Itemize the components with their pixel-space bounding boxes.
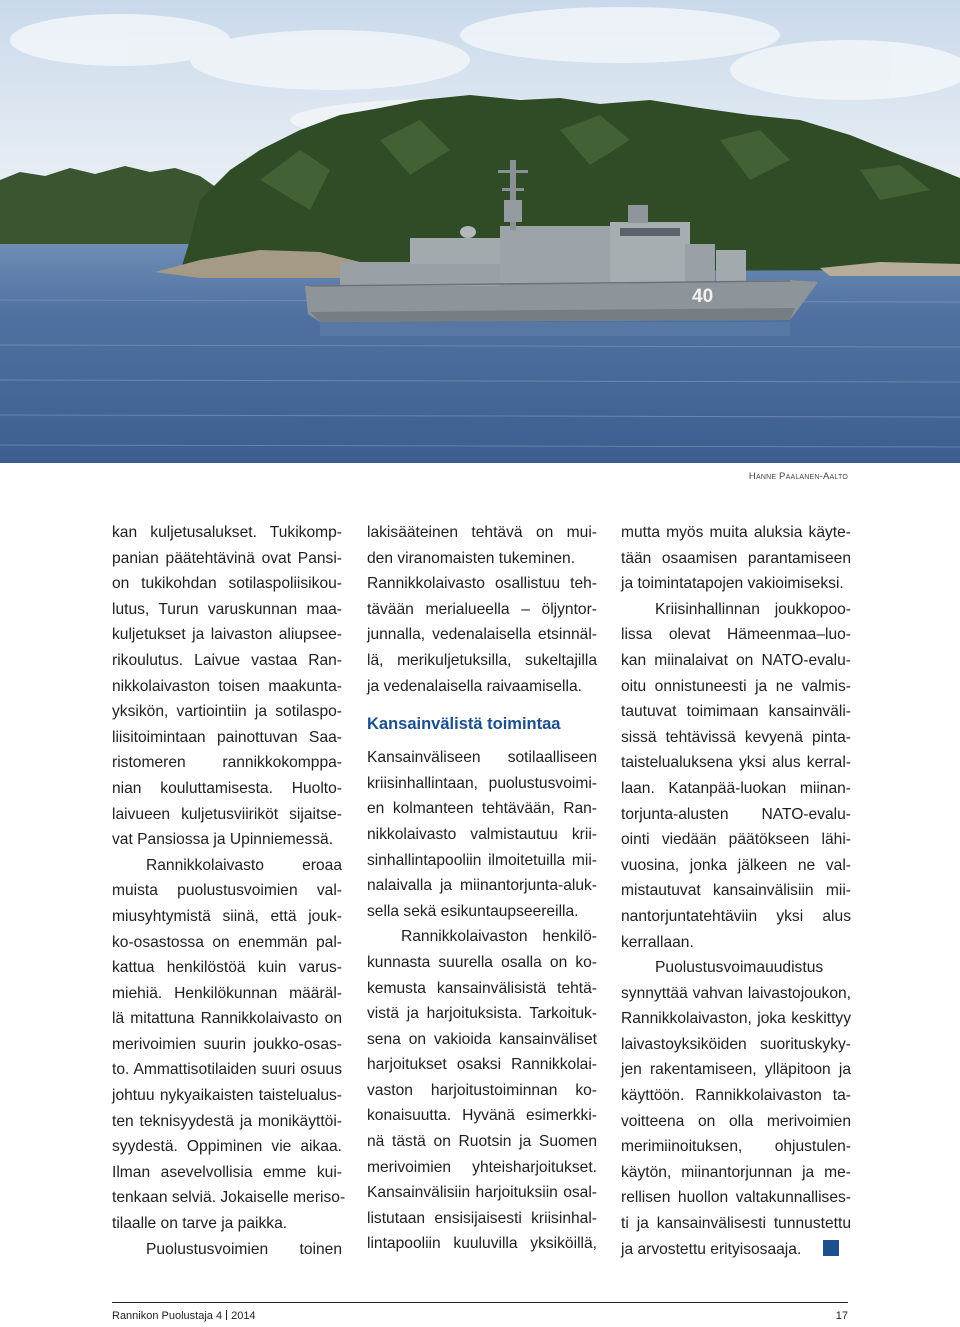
text-line: muista puolustusvoimien val- [112, 882, 342, 900]
text-line: kriisinhallintaan, puolustusvoimi- [367, 774, 597, 792]
text-line: lutus, Turun varuskunnan maa- [112, 600, 342, 618]
text-line: lä mitattuna Rannikkolaivasto on [112, 1010, 342, 1028]
paragraph-start: Kriisinhallinnan joukkopoo- [655, 600, 851, 618]
text-line: konaisuutta. Hyvänä esimerkki- [367, 1107, 597, 1125]
text-line: tenkaan selviä. Jokaiselle meriso- [112, 1189, 346, 1207]
text-line: käytön, miinantorjunnan ja me- [621, 1163, 851, 1181]
text-line: en kolmanteen tehtävään, Ran- [367, 800, 597, 818]
text-line: rikoulutus. Laivue vastaa Ran- [112, 651, 342, 669]
text-line: lintapooliin kuuluvilla yksiköillä, [367, 1235, 597, 1253]
text-line: ristomeren rannikkokomppa- [112, 754, 342, 772]
publication-year: 2014 [231, 1310, 256, 1322]
text-line: laan. Katanpää-luokan miinan- [621, 779, 851, 797]
page-number: 17 [835, 1310, 848, 1322]
text-line: to. Ammattisotilaiden suuri osuus [112, 1061, 342, 1079]
text-line: synnyttää vahvan laivastojoukon, [621, 984, 851, 1002]
text-line: nantorjuntatehtäviin yksi alus [621, 907, 851, 925]
text-line: torjunta-alusten NATO-evalu- [621, 805, 851, 823]
text-line: ko-osastossa on enemmän pal- [112, 933, 342, 951]
footer-publication [112, 1310, 256, 1322]
text-line: nikkolaivaston toisen maakunta- [112, 677, 342, 695]
text-line: lissa olevat Hämeenmaa–luo- [621, 626, 851, 644]
article-column-2 [367, 520, 597, 1257]
text-line: ti ja kansainvälisesti tunnustettu [621, 1215, 851, 1233]
text-line: vat Pansiossa ja Upinniemessä. [112, 831, 334, 849]
text-line: sella sekä esikuntaupseereilla. [367, 902, 579, 920]
text-line: rellisen huollon valtakunnallises- [621, 1189, 851, 1207]
section-heading: Kansainvälistä toimintaa [367, 715, 561, 734]
text-line: mutta myös muita aluksia käyte- [621, 524, 851, 541]
text-line: tautuvat toimimaan kansainväli- [621, 703, 851, 721]
text-line: nä tästä on Ruotsin ja Suomen [367, 1133, 597, 1151]
article-column-3 [621, 520, 851, 1262]
text-line: panian päätehtävinä ovat Pansi- [112, 549, 342, 567]
text-line: yksikön, vartiointiin ja sotilaspo- [112, 703, 342, 721]
text-line: sinhallintapooliin ilmoitetuilla mii- [367, 851, 597, 869]
article-column-1 [112, 520, 346, 1262]
text-line: nalaivalla ja miinantorjunta-aluk- [367, 877, 597, 895]
far-treeline [0, 166, 220, 244]
footer-separator [226, 1310, 227, 1320]
text-line: syydestä. Oppiminen vie aikaa. [112, 1138, 342, 1156]
publication-name: Rannikon Puolustaja 4 [112, 1310, 223, 1322]
text-line: vistä ja harjoituksista. Tarkoituk- [367, 1005, 597, 1023]
paragraph-start: Puolustusvoimien toinen [146, 1240, 342, 1258]
text-line: tilaalle on tarve ja paikka. [112, 1215, 288, 1233]
text-line: voitteena on olla merivoimien [621, 1112, 851, 1130]
ship-reflection [320, 322, 790, 336]
text-line: kan kuljetusalukset. Tukikomp- [112, 524, 342, 541]
text-line: harjoitukset osaksi Rannikkolai- [367, 1056, 597, 1074]
paragraph-start: Rannikkolaivaston henkilö- [401, 928, 597, 946]
text-line: nian kouluttamisesta. Huolto- [112, 779, 342, 797]
text-line: ja arvostettu erityisosaaja. [621, 1240, 802, 1258]
text-line: merimiinoituksen, ohjustulen- [621, 1138, 851, 1156]
text-line: liisitoimintaan painottuvan Saa- [112, 728, 342, 746]
text-line: sissä tehtävissä kevyenä pinta- [621, 728, 851, 746]
text-line: merivoimien suurin joukko-osas- [112, 1035, 342, 1053]
article-end-mark-icon [823, 1240, 839, 1256]
text-line: Kansainväliseen sotilaalliseen [367, 749, 597, 767]
text-line: vaston harjoitustoiminnan ko- [367, 1081, 597, 1099]
text-line: ten teknisyydestä ja monikäyttöi- [112, 1112, 342, 1130]
text-line: Kansainvälisiin harjoituksiin osal- [367, 1184, 597, 1202]
text-line: laivueen kuljetusviiriköt sijaitse- [112, 805, 342, 823]
text-line: Rannikkolaivaston, joka keskittyy [621, 1010, 851, 1028]
text-line: kemusta kansainvälisistä tehtä- [367, 979, 597, 997]
text-line: tävään merialueella – öljyntor- [367, 600, 597, 618]
ship-photo [0, 0, 960, 463]
text-line: junnalla, vedenalaisella etsinnäl- [367, 626, 597, 644]
text-line: ointi viedään päätökseen lähi- [621, 831, 851, 849]
text-line: sena on vakioida kansainväliset [367, 1030, 597, 1048]
footer-rule [112, 1302, 848, 1303]
text-line: kunnasta suurella osalla on ko- [367, 953, 597, 971]
text-line: lä, merikuljetuksilla, sukeltajilla [367, 651, 597, 669]
text-line: ja vedenalaisella raivaamisella. [367, 677, 582, 695]
text-line: listutaan ensisijaisesti kriisinhal- [367, 1209, 597, 1227]
paragraph-start: Rannikkolaivasto eroaa [146, 856, 342, 874]
text-line: oitu onnistuneesti ja ne valmis- [621, 677, 851, 695]
text-line: merivoimien yhteisharjoitukset. [367, 1158, 597, 1176]
text-line: kerrallaan. [621, 933, 694, 951]
paragraph-start: Puolustusvoimauudistus [655, 959, 824, 977]
text-line: vuosina, jonka jälkeen ne val- [621, 856, 851, 874]
hull-number: 40 [692, 286, 714, 307]
text-line: kan miinalaivat on NATO-evalu- [621, 651, 851, 669]
text-line: tään osaamisen parantamiseen [621, 549, 851, 567]
text-line: nikkolaivasto valmistautuu krii- [367, 825, 597, 843]
text-line: laivastoyksiköiden suorituskyky- [621, 1035, 851, 1053]
text-line: lakisääteinen tehtävä on mui- [367, 524, 597, 541]
text-line: ja toimintatapojen vakioimiseksi. [621, 575, 844, 593]
text-line: jen rakentamiseen, ylläpitoon ja [621, 1061, 851, 1079]
text-line: mistautuvat kansainvälisiin mii- [621, 882, 851, 900]
text-line: taistelualuksena yksi alus kerral- [621, 754, 851, 772]
text-line: kattua henkilöstöä kuin varus- [112, 959, 342, 977]
photo-credit: Hanne Paalanen-Aalto [748, 471, 848, 482]
text-line: Rannikkolaivasto osallistuu teh- [367, 575, 597, 593]
text-line: käyttöön. Rannikkolaivaston ta- [621, 1087, 851, 1105]
text-line: Ilman asevelvollisia emme kui- [112, 1163, 342, 1181]
text-line: miehiä. Henkilökunnan määräl- [112, 984, 342, 1002]
text-line: on tukikohdan sotilaspoliisikou- [112, 575, 342, 593]
text-line: kuljetukset ja laivaston aliupsee- [112, 626, 342, 644]
text-line: johtuu nykyaikaisten taistelualus- [112, 1087, 342, 1105]
last-line [621, 1237, 851, 1263]
text-line: miusyhtymistä siinä, että jouk- [112, 907, 342, 925]
text-line: den viranomaisten tukeminen. [367, 549, 576, 567]
